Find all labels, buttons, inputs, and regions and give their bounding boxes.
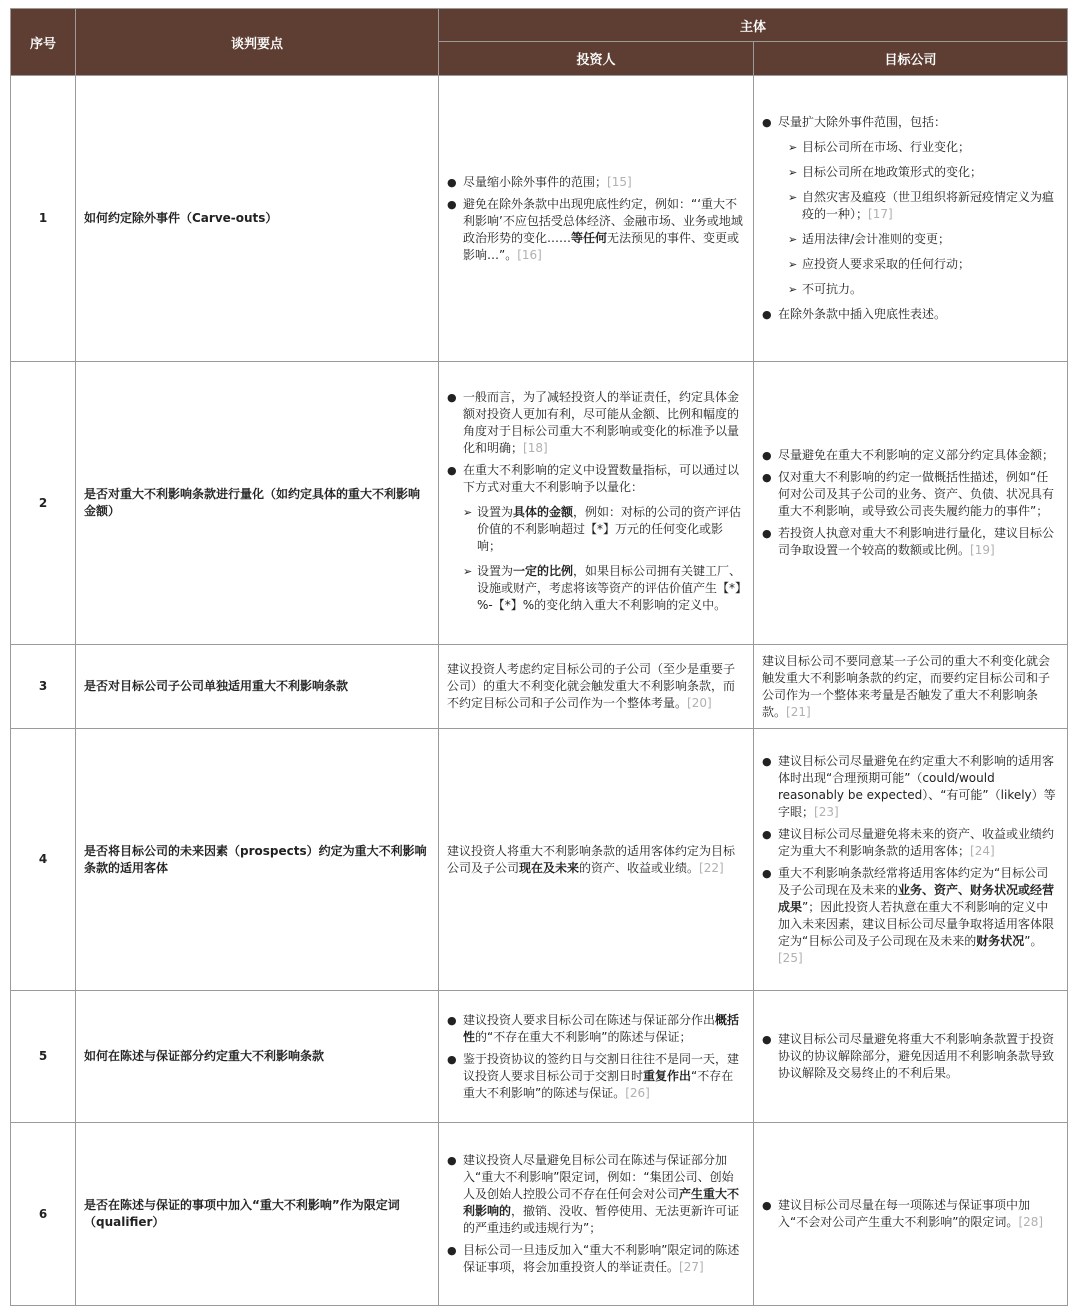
investor-cell: 建议投资人考虑约定目标公司的子公司（至少是重要子公司）的重大不利变化就会触发重大不利影响条款，而不约定目标公司和子公司作为一个整体考量。[20]	[439, 645, 754, 729]
list-item: ● 尽量缩小除外事件的范围；[15]	[447, 174, 745, 191]
row-point: 是否对重大不利影响条款进行量化（如约定具体的重大不利影响金额）	[76, 362, 439, 645]
citation-ref: [17]	[868, 207, 893, 221]
list-item: ● 重大不利影响条款经常将适用客体约定为“目标公司及子公司现在及未来的业务、资产、财务状况或经营成果”；因此投资人若执意在重大不利影响的定义中加入未来因素，建议目标公司尽量争取将适用客体限定为“目标公司及子公司现在及未来的财务状况”。[25]	[762, 865, 1059, 967]
list-item: ● 建议投资人要求目标公司在陈述与保证部分作出概括性的“不存在重大不利影响”的陈述与保证；	[447, 1012, 745, 1046]
citation-ref: [23]	[814, 804, 839, 819]
list-item: ● 建议目标公司尽量避免将重大不利影响条款置于投资协议的协议解除部分，避免因适用不利影响条款导致协议解除及交易终止的不利后果。	[762, 1031, 1059, 1082]
table-row	[11, 645, 1068, 729]
negotiation-table	[10, 8, 1068, 1306]
list-item: ● 在除外条款中插入兜底性表述。	[762, 306, 1059, 323]
row-number: 1	[11, 76, 76, 362]
target-cell	[754, 76, 1068, 362]
list-item: ● 尽量扩大除外事件范围，包括： ➢ 目标公司所在市场、行业变化； ➢ 目标公司所在地政策形式的变化； ➢ 自然灾害及瘟疫（世卫组织将新冠疫情定义为瘟疫的一种）；[17] ➢ 适用法律/会计准则的变更； ➢ 应投资人要求采取的任何行动； ➢ 不可抗力。	[762, 114, 1059, 298]
row-number: 2	[11, 362, 76, 645]
citation-ref: [28]	[1018, 1215, 1044, 1229]
list-item: ● 在重大不利影响的定义中设置数量指标，可以通过以下方式对重大不利影响予以量化： ➢ 设置为具体的金额，例如：对标的公司的资产评估价值的不利影响超过【*】万元的任何变化或影响； ➢ 设置为一定的比例，如果目标公司拥有关键工厂、设施或财产，考虑将该等资产的评估价值产生【*】%-【*】%的变化纳入重大不利影响的定义中。	[447, 462, 745, 614]
list-item: ● 一般而言，为了减轻投资人的举证责任，约定具体金额对投资人更加有利，尽可能从金额、比例和幅度的角度对于目标公司重大不利影响或变化的标准予以量化和明确；[18]	[447, 389, 745, 457]
row-point: 如何约定除外事件（Carve-outs）	[76, 76, 439, 362]
row-point: 是否在陈述与保证的事项中加入“重大不利影响”作为限定词（qualifier）	[76, 1123, 439, 1306]
target-cell	[754, 1123, 1068, 1306]
list-item: ● 建议目标公司尽量避免在约定重大不利影响的适用客体时出现“合理预期可能”（could/would reasonably be expected）、“有可能”（likely）等字眼；[23]	[762, 753, 1059, 821]
target-cell: 建议目标公司不要同意某一子公司的重大不利变化就会触发重大不利影响条款的约定，而要约定目标公司和子公司作为一个整体来考量是否触发了重大不利影响条款。[21]	[754, 645, 1068, 729]
row-number: 4	[11, 729, 76, 991]
header-seq: 序号	[11, 9, 76, 76]
table-row	[11, 729, 1068, 991]
citation-ref: [16]	[517, 247, 542, 262]
header-investor: 投资人	[439, 42, 754, 76]
row-point: 是否将目标公司的未来因素（prospects）约定为重大不利影响条款的适用客体	[76, 729, 439, 991]
citation-ref: [24]	[970, 843, 995, 858]
sub-item: ➢ 设置为一定的比例，如果目标公司拥有关键工厂、设施或财产，考虑将该等资产的评估价值产生【*】%-【*】%的变化纳入重大不利影响的定义中。	[463, 563, 745, 614]
citation-ref: [27]	[679, 1260, 704, 1274]
list-item: ● 建议目标公司尽量在每一项陈述与保证事项中加入“不会对公司产生重大不利影响”的限定词。[28]	[762, 1197, 1059, 1231]
citation-ref: [22]	[699, 860, 724, 875]
list-item: ● 避免在除外条款中出现兜底性约定，例如：“‘重大不利影响’不应包括受总体经济、金融市场、业务或地域政治形势的变化……等任何无法预见的事件、变更或影响…”。[16]	[447, 196, 745, 264]
list-item: ● 建议目标公司尽量避免将未来的资产、收益或业绩约定为重大不利影响条款的适用客体；[24]	[762, 826, 1059, 860]
list-item: ● 若投资人执意对重大不利影响进行量化，建议目标公司争取设置一个较高的数额或比例。[19]	[762, 525, 1059, 559]
table-row	[11, 991, 1068, 1123]
row-number: 5	[11, 991, 76, 1123]
list-item: ● 鉴于投资协议的签约日与交割日往往不是同一天，建议投资人要求目标公司于交割日时重复作出“不存在重大不利影响”的陈述与保证。[26]	[447, 1051, 745, 1102]
citation-ref: [25]	[778, 950, 803, 965]
target-cell	[754, 991, 1068, 1123]
table-row	[11, 362, 1068, 645]
investor-cell	[439, 1123, 754, 1306]
citation-ref: [15]	[607, 174, 632, 189]
list-item: ● 仅对重大不利影响的约定一做概括性描述，例如“任何对公司及其子公司的业务、资产、负债、状况具有重大不利影响，或导致公司丧失履约能力的事件”；	[762, 469, 1059, 520]
investor-cell	[439, 76, 754, 362]
sub-item: ➢ 自然灾害及瘟疫（世卫组织将新冠疫情定义为瘟疫的一种）；[17]	[788, 189, 1059, 223]
sub-item: ➢ 不可抗力。	[788, 281, 1059, 298]
header-point: 谈判要点	[76, 9, 439, 76]
sub-item: ➢ 目标公司所在地政策形式的变化；	[788, 164, 1059, 181]
list-item: ● 目标公司一旦违反加入“重大不利影响”限定词的陈述保证事项，将会加重投资人的举证责任。[27]	[447, 1242, 745, 1276]
investor-cell: 建议投资人将重大不利影响条款的适用客体约定为目标公司及子公司现在及未来的资产、收益或业绩。[22]	[439, 729, 754, 991]
row-number: 3	[11, 645, 76, 729]
citation-ref: [20]	[687, 696, 712, 710]
header-target: 目标公司	[754, 42, 1068, 76]
table-row	[11, 1123, 1068, 1306]
citation-ref: [18]	[523, 441, 548, 455]
list-item: ● 尽量避免在重大不利影响的定义部分约定具体金额；	[762, 447, 1059, 464]
citation-ref: [26]	[625, 1085, 650, 1100]
row-point: 如何在陈述与保证部分约定重大不利影响条款	[76, 991, 439, 1123]
sub-item: ➢ 设置为具体的金额，例如：对标的公司的资产评估价值的不利影响超过【*】万元的任何变化或影响；	[463, 504, 745, 555]
row-number: 6	[11, 1123, 76, 1306]
citation-ref: [19]	[970, 543, 995, 557]
sub-item: ➢ 适用法律/会计准则的变更；	[788, 231, 1059, 248]
list-item: ● 建议投资人尽量避免目标公司在陈述与保证部分加入“重大不利影响”限定词，例如：“集团公司、创始人及创始人控股公司不存在任何会对公司产生重大不利影响的，撤销、没收、暂停使用、无法更新许可证的严重违约或违规行为”；	[447, 1152, 745, 1237]
citation-ref: [21]	[786, 704, 811, 719]
sub-item: ➢ 应投资人要求采取的任何行动；	[788, 256, 1059, 273]
investor-cell	[439, 991, 754, 1123]
header-subject: 主体	[439, 9, 1068, 42]
row-point: 是否对目标公司子公司单独适用重大不利影响条款	[76, 645, 439, 729]
sub-item: ➢ 目标公司所在市场、行业变化；	[788, 139, 1059, 156]
target-cell	[754, 729, 1068, 991]
table-row	[11, 76, 1068, 362]
target-cell	[754, 362, 1068, 645]
investor-cell	[439, 362, 754, 645]
